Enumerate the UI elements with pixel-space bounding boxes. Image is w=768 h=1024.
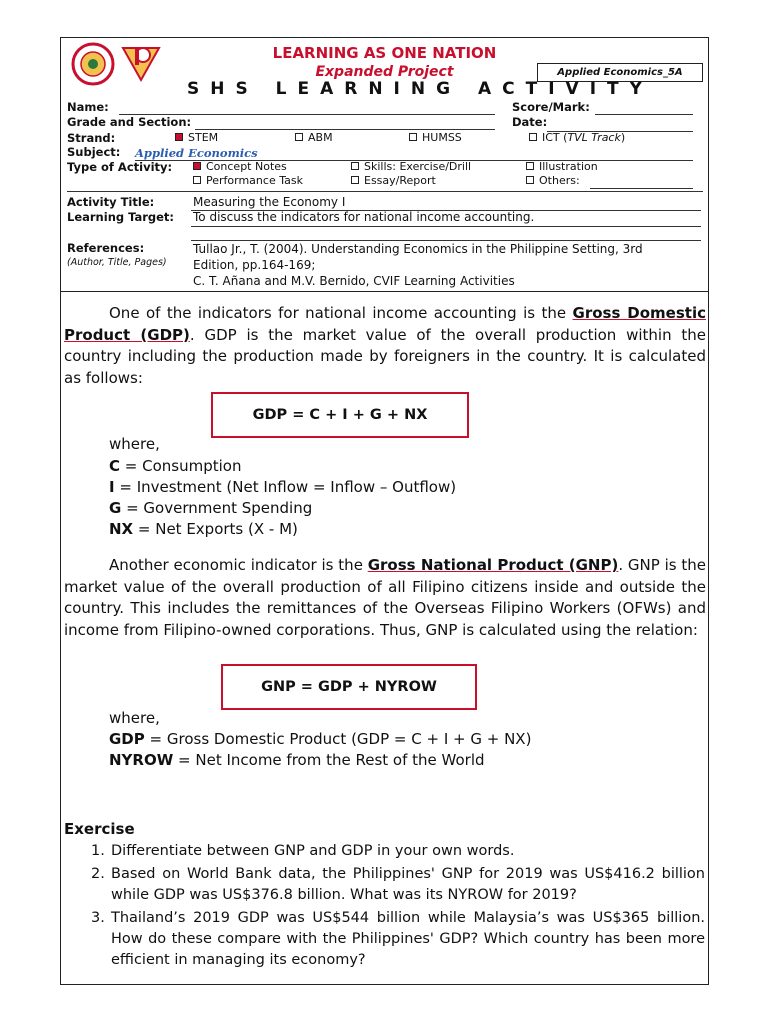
type-label: Type of Activity: <box>67 160 173 174</box>
type-performance-task[interactable]: Performance Task <box>193 174 303 187</box>
gnp-term: Gross National Product (GNP) <box>367 556 619 574</box>
def-nyrow: NYROW = Net Income from the Rest of the World <box>109 751 485 769</box>
references-label: References: <box>67 241 145 255</box>
ref-line <box>191 240 701 241</box>
def-consumption: C = Consumption <box>109 457 242 475</box>
strand-stem[interactable]: STEM <box>175 131 218 144</box>
exercise-title: Exercise <box>64 820 135 838</box>
gnp-formula-box: GNP = GDP + NYROW <box>221 664 477 710</box>
name-label: Name: <box>67 100 109 114</box>
def-investment: I = Investment (Net Inflow = Inflow – Outflow) <box>109 478 457 496</box>
checkbox-icon[interactable] <box>295 133 303 141</box>
where-label-2: where, <box>109 709 160 727</box>
type-concept-notes[interactable]: Concept Notes <box>193 160 287 173</box>
strand-ict[interactable]: ICT (TVL Track) <box>529 131 625 144</box>
checkbox-icon[interactable] <box>409 133 417 141</box>
checkbox-checked-icon[interactable] <box>175 133 183 141</box>
paragraph-gnp: Another economic indicator is the Gross National Product (GNP). GNP is the market value of the overall production of all Filipino citizens inside and outside the country. This includes the remittances of the Overseas Filipino Workers (OFWs) and income from Filipino-owned corporations. Thus, GNP is calculated using the relation: <box>64 556 706 639</box>
references-hint: (Author, Title, Pages) <box>67 257 167 268</box>
exercise-item: 2. Based on World Bank data, the Philippines' GNP for 2019 was US$416.2 billion while GDP was US$376.8 billion. What was its NYROW for 2019? <box>91 866 705 903</box>
gdp-term: Gross Domestic Product (GDP) <box>64 304 706 344</box>
reference-line-1: Tullao Jr., T. (2004). Understanding Economics in the Philippine Setting, 3rd <box>193 242 643 256</box>
type-others[interactable]: Others: <box>526 174 580 187</box>
def-government: G = Government Spending <box>109 499 313 517</box>
subject-tag: Applied Economics_5A <box>537 63 703 82</box>
def-net-exports: NX = Net Exports (X - M) <box>109 520 298 538</box>
checkbox-icon[interactable] <box>351 176 359 184</box>
activity-title-value: Measuring the Economy I <box>193 195 346 209</box>
others-field[interactable] <box>590 188 693 189</box>
learning-target-label: Learning Target: <box>67 210 175 224</box>
exercise-item: 3. Thailand’s 2019 GDP was US$544 billion while Malaysia’s was US$365 billion. How do these compare with the Philippines' GDP? Which country has been more efficient in managing its economy? <box>91 910 705 968</box>
header-subtitle: Expanded Project <box>315 64 454 80</box>
checkbox-icon[interactable] <box>526 176 534 184</box>
checkbox-icon[interactable] <box>193 176 201 184</box>
type-skills[interactable]: Skills: Exercise/Drill <box>351 160 471 173</box>
strand-label: Strand: <box>67 131 116 145</box>
checkbox-icon[interactable] <box>526 162 534 170</box>
target-line <box>191 226 701 227</box>
exercise-item: 1. Differentiate between GNP and GDP in your own words. <box>91 843 515 859</box>
score-label: Score/Mark: <box>512 100 590 114</box>
subject-value: Applied Economics <box>135 146 258 160</box>
activity-title-label: Activity Title: <box>67 195 155 209</box>
date-label: Date: <box>512 115 548 129</box>
gdp-formula-box: GDP = C + I + G + NX <box>211 392 469 438</box>
type-illustration[interactable]: Illustration <box>526 160 598 173</box>
checkbox-icon[interactable] <box>351 162 359 170</box>
grade-label: Grade and Section: <box>67 115 192 129</box>
activity-sheet <box>60 37 709 985</box>
grade-field[interactable] <box>195 129 495 130</box>
where-label-1: where, <box>109 435 160 453</box>
learning-target-value: To discuss the indicators for national income accounting. <box>193 210 535 224</box>
checkbox-icon[interactable] <box>529 133 537 141</box>
score-field[interactable] <box>595 114 693 115</box>
reference-line-3: C. T. Añana and M.V. Bernido, CVIF Learning Activities <box>193 274 515 288</box>
subject-label: Subject: <box>67 145 121 159</box>
section-divider <box>61 291 708 292</box>
def-gdp: GDP = Gross Domestic Product (GDP = C + I + G + NX) <box>109 730 532 748</box>
paragraph-gdp: One of the indicators for national income accounting is the Gross Domestic Product (GDP). GDP is the market value of the overall production within the country including the production made by foreigners in the country. It is calculated as follows: <box>64 304 706 387</box>
header-activity: SHS LEARNING ACTIVITY <box>187 79 653 99</box>
checkbox-checked-icon[interactable] <box>193 162 201 170</box>
strand-abm[interactable]: ABM <box>295 131 333 144</box>
header-title: LEARNING AS ONE NATION <box>272 44 497 62</box>
divider <box>67 191 703 192</box>
reference-line-2: Edition, pp.164-169; <box>193 258 316 272</box>
type-essay-report[interactable]: Essay/Report <box>351 174 436 187</box>
strand-humss[interactable]: HUMSS <box>409 131 462 144</box>
